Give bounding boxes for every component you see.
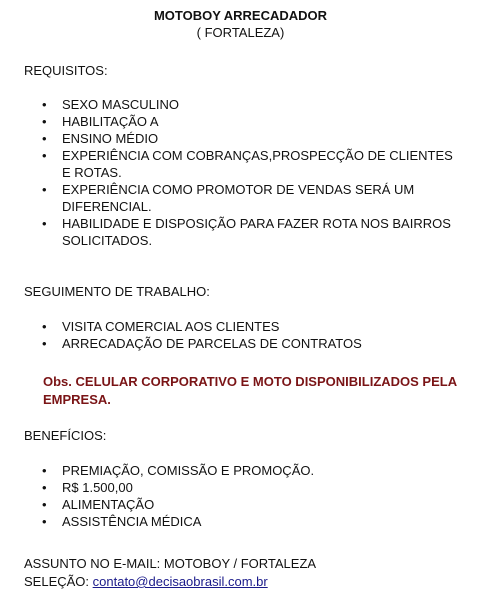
bullet-icon: • (42, 497, 47, 512)
job-location: ( FORTALEZA) (196, 25, 285, 40)
bullet-icon: • (42, 97, 47, 112)
bullet-icon: • (42, 216, 47, 231)
list-item: • ASSISTÊNCIA MÉDICA (42, 514, 202, 529)
bullet-icon: • (42, 148, 47, 163)
list-item: • PREMIAÇÃO, COMISSÃO E PROMOÇÃO. (42, 463, 315, 478)
contact-email-link[interactable]: contato@decisaobrasil.com.br (92, 574, 268, 589)
list-item: • EXPERIÊNCIA COMO PROMOTOR DE VENDAS SERÁ UM DIFERENCIAL. (42, 182, 415, 214)
selection-line (24, 574, 268, 589)
list-item: • EXPERIÊNCIA COM COBRANÇAS,PROSPECÇÃO DE CLIENTES E ROTAS. (42, 148, 453, 180)
bullet-icon: • (42, 480, 47, 495)
bullet-icon: • (42, 182, 47, 197)
list-item: • HABILIDADE E DISPOSIÇÃO PARA FAZER ROTA NOS BAIRROS SOLICITADOS. (42, 216, 451, 248)
seguimento-heading: SEGUIMENTO DE TRABALHO: (24, 284, 210, 299)
list-item: • ENSINO MÉDIO (42, 131, 159, 146)
bullet-icon: • (42, 114, 47, 129)
job-title: MOTOBOY ARRECADADOR (153, 8, 328, 23)
obs-note: Obs. CELULAR CORPORATIVO E MOTO DISPONIBILIZADOS PELA EMPRESA. (43, 374, 457, 407)
list-item: • VISITA COMERCIAL AOS CLIENTES (42, 319, 280, 334)
list-item: • ARRECADAÇÃO DE PARCELAS DE CONTRATOS (42, 336, 362, 351)
list-item: • HABILITAÇÃO A (42, 114, 159, 129)
bullet-icon: • (42, 319, 47, 334)
list-item: • ALIMENTAÇÃO (42, 497, 155, 512)
requisitos-list (38, 96, 458, 249)
bullet-icon: • (42, 336, 47, 351)
seguimento-list (38, 318, 458, 352)
selection-label: SELEÇÃO: (24, 574, 93, 589)
bullet-icon: • (42, 463, 47, 478)
beneficios-heading: BENEFÍCIOS: (24, 428, 107, 443)
requisitos-heading: REQUISITOS: (24, 63, 108, 78)
beneficios-list (38, 462, 458, 530)
list-item: • R$ 1.500,00 (42, 480, 133, 495)
bullet-icon: • (42, 514, 47, 529)
email-subject-line: ASSUNTO NO E-MAIL: MOTOBOY / FORTALEZA (24, 556, 317, 571)
list-item: • SEXO MASCULINO (42, 97, 180, 112)
bullet-icon: • (42, 131, 47, 146)
